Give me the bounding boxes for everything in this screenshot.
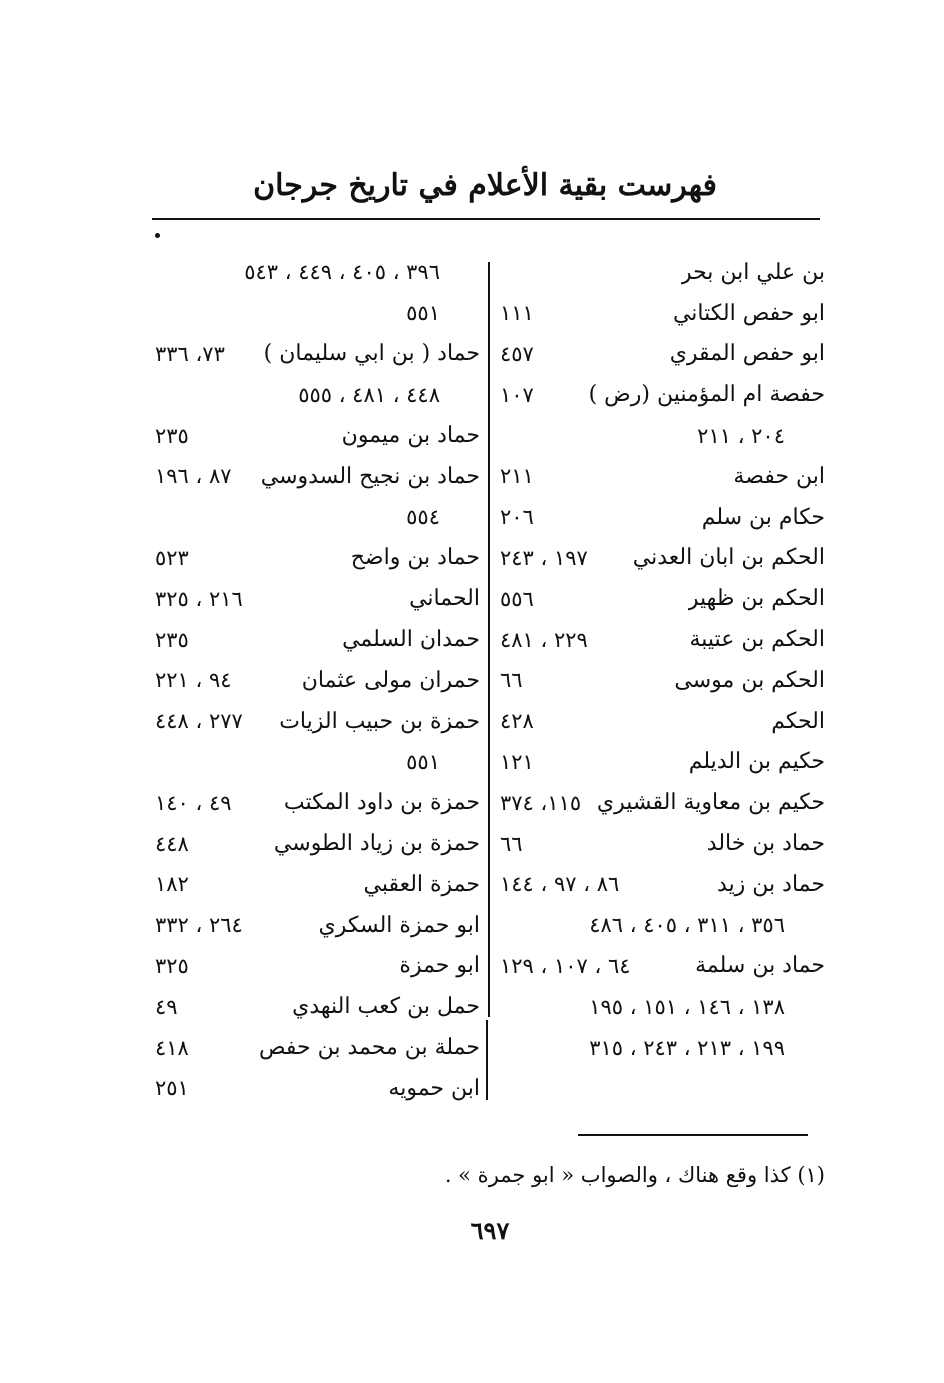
index-entry — [500, 660, 825, 701]
entry-pages: ١٢١ — [500, 749, 534, 774]
entry-pages: ٣٥٦ ، ٣١١ ، ٤٠٥ ، ٤٨٦ — [589, 913, 785, 938]
index-entry — [155, 864, 480, 905]
entry-pages: ٨٧ ، ١٩٦ — [155, 464, 232, 489]
entry-name: ابو حفص الكتاني — [672, 300, 825, 326]
index-entry — [155, 701, 480, 742]
index-entry-continuation — [155, 252, 480, 293]
index-entry — [155, 660, 480, 701]
index-entry-continuation — [155, 374, 480, 415]
entry-name: حماد بن ميمون — [341, 423, 480, 449]
entry-name: حماد بن زيد — [717, 871, 825, 897]
footnote-rule — [578, 1134, 808, 1136]
entry-name: حمزة بن حبيب الزيات — [279, 708, 480, 734]
entry-name: حماد ( بن ابي سليمان ) — [263, 341, 480, 367]
index-entry — [500, 782, 825, 823]
index-entry — [155, 1027, 480, 1068]
footnote: (١) كذا وقع هناك ، والصواب « ابو جمرة » . — [444, 1163, 825, 1187]
entry-name: حملة بن محمد بن حفص — [258, 1035, 480, 1061]
entry-name: ابن حمويه — [388, 1075, 480, 1101]
index-entry — [155, 946, 480, 987]
entry-name: الحكم بن ابان العدني — [632, 545, 825, 571]
entry-pages: ١١١ — [500, 301, 534, 326]
index-entry — [500, 701, 825, 742]
index-entry-continuation — [155, 497, 480, 538]
entry-pages: ٥٥١ — [406, 749, 440, 774]
index-entry-continuation — [500, 1027, 825, 1068]
index-entry — [500, 334, 825, 375]
index-entry — [155, 782, 480, 823]
entry-pages: ٢٠٦ — [500, 505, 534, 530]
entry-pages: ٢٠٤ ، ٢١١ — [697, 423, 785, 448]
entry-pages: ٥٢٣ — [155, 545, 189, 570]
index-entry — [500, 293, 825, 334]
entry-pages: ١٩٧ ، ٢٤٣ — [500, 545, 588, 570]
entry-pages: ٤٢٨ — [500, 709, 534, 734]
title-rule — [152, 218, 820, 220]
entry-name: حمزة بن زياد الطوسي — [273, 831, 480, 857]
entry-pages: ٤٩ — [155, 994, 178, 1019]
entry-pages: ١٣٨ ، ١٤٦ ، ١٥١ ، ١٩٥ — [589, 994, 785, 1019]
entry-pages: ٧٣، ٣٣٦ — [155, 341, 225, 366]
index-entry-continuation — [500, 986, 825, 1027]
entry-name: حماد بن سلمة — [695, 953, 825, 979]
index-entry-continuation — [500, 905, 825, 946]
entry-pages: ٣٢٥ — [155, 953, 189, 978]
entry-pages: ٦٦ — [500, 831, 523, 856]
index-entry — [155, 1068, 480, 1109]
entry-pages: ٢١١ — [500, 464, 534, 489]
entry-pages: ٤١٨ — [155, 1035, 189, 1060]
entry-pages: ١٨٢ — [155, 872, 189, 897]
entry-pages: ٨٦ ، ٩٧ ، ١٤٤ — [500, 872, 620, 897]
index-column-right — [500, 252, 825, 1068]
index-entry — [155, 538, 480, 579]
entry-pages: ٢١٦ ، ٣٢٥ — [155, 586, 243, 611]
index-entry — [500, 823, 825, 864]
entry-name: حكام بن سلم — [701, 504, 825, 530]
entry-pages: ١١٥، ٣٧٤ — [500, 790, 582, 815]
entry-name: حمران مولى عثمان — [301, 667, 480, 693]
entry-name: ابو حمزة السكري — [318, 912, 480, 938]
page-title: فهرست بقية الأعلام في تاريخ جرجان — [253, 168, 717, 203]
column-divider-lower — [486, 1020, 488, 1100]
entry-name: ابو حمزة — [399, 953, 480, 979]
entry-pages: ١٠٧ — [500, 382, 534, 407]
entry-pages: ١٩٩ ، ٢١٣ ، ٢٤٣ ، ٣١٥ — [589, 1035, 785, 1060]
entry-pages: ٤٩ ، ١٤٠ — [155, 790, 232, 815]
entry-name: حكيم بن معاوية القشيري — [596, 790, 825, 816]
entry-name: ابو حفص المقري — [669, 341, 825, 367]
entry-name: حمدان السلمي — [342, 627, 480, 653]
entry-pages: ٣٩٦ ، ٤٠٥ ، ٤٤٩ ، ٥٤٣ — [244, 260, 440, 285]
index-entry — [500, 252, 825, 293]
entry-pages: ٢٣٥ — [155, 627, 189, 652]
column-divider — [488, 262, 490, 1017]
entry-pages: ٦٤ ، ١٠٧ ، ١٢٩ — [500, 953, 631, 978]
index-entry — [500, 538, 825, 579]
entry-pages: ٢٧٧ ، ٤٤٨ — [155, 709, 243, 734]
entry-pages: ٥٥٤ — [406, 505, 440, 530]
index-entry — [155, 456, 480, 497]
entry-pages: ٤٥٧ — [500, 341, 534, 366]
entry-name: حمزة العقبي — [363, 871, 480, 897]
index-entry — [500, 619, 825, 660]
index-entry — [155, 823, 480, 864]
margin-dot — [155, 233, 160, 238]
entry-pages: ٢٦٤ ، ٣٣٢ — [155, 913, 243, 938]
entry-pages: ٩٤ ، ٢٢١ — [155, 668, 232, 693]
entry-name: حمزة بن داود المكتب — [283, 790, 480, 816]
entry-name: الحكم بن ظهير — [687, 586, 825, 612]
index-entry — [155, 334, 480, 375]
page-number: ٦٩٧ — [470, 1216, 510, 1245]
entry-name: حكيم بن الديلم — [688, 749, 825, 775]
entry-pages: ٤٤٨ ، ٤٨١ ، ٥٥٥ — [298, 382, 440, 407]
index-entry — [155, 415, 480, 456]
entry-name: الحماني — [409, 586, 480, 612]
entry-name: الحكم — [771, 708, 825, 734]
entry-pages: ٤٤٨ — [155, 831, 189, 856]
index-entry — [500, 374, 825, 415]
entry-name: حماد بن واضح — [350, 545, 480, 571]
entry-pages: ٢٥١ — [155, 1076, 189, 1101]
index-entry — [500, 578, 825, 619]
entry-pages: ٥٥٦ — [500, 586, 534, 611]
entry-name: بن علي ابن بحر — [680, 259, 825, 285]
index-entry — [155, 578, 480, 619]
entry-name: حفصة ام المؤمنين (رض ) — [588, 382, 825, 408]
entry-pages: ٢٣٥ — [155, 423, 189, 448]
entry-name: حمل بن كعب النهدي — [292, 994, 480, 1020]
index-entry — [155, 619, 480, 660]
index-entry — [500, 456, 825, 497]
index-entry — [500, 864, 825, 905]
entry-name: الحكم بن عتيبة — [689, 627, 825, 653]
index-column-left — [155, 252, 480, 1109]
entry-pages: ٢٢٩ ، ٤٨١ — [500, 627, 588, 652]
entry-name: ابن حفصة — [733, 463, 825, 489]
index-entry-continuation — [500, 415, 825, 456]
index-entry — [155, 905, 480, 946]
index-entry-continuation — [155, 293, 480, 334]
index-entry — [500, 497, 825, 538]
index-entry — [500, 946, 825, 987]
entry-name: حماد بن نجيح السدوسي — [260, 463, 480, 489]
entry-pages: ٥٥١ — [406, 301, 440, 326]
index-entry-continuation — [155, 742, 480, 783]
entry-name: حماد بن خالد — [706, 831, 825, 857]
entry-name: الحكم بن موسى — [674, 667, 825, 693]
index-entry — [500, 742, 825, 783]
index-entry — [155, 986, 480, 1027]
entry-pages: ٦٦ — [500, 668, 523, 693]
